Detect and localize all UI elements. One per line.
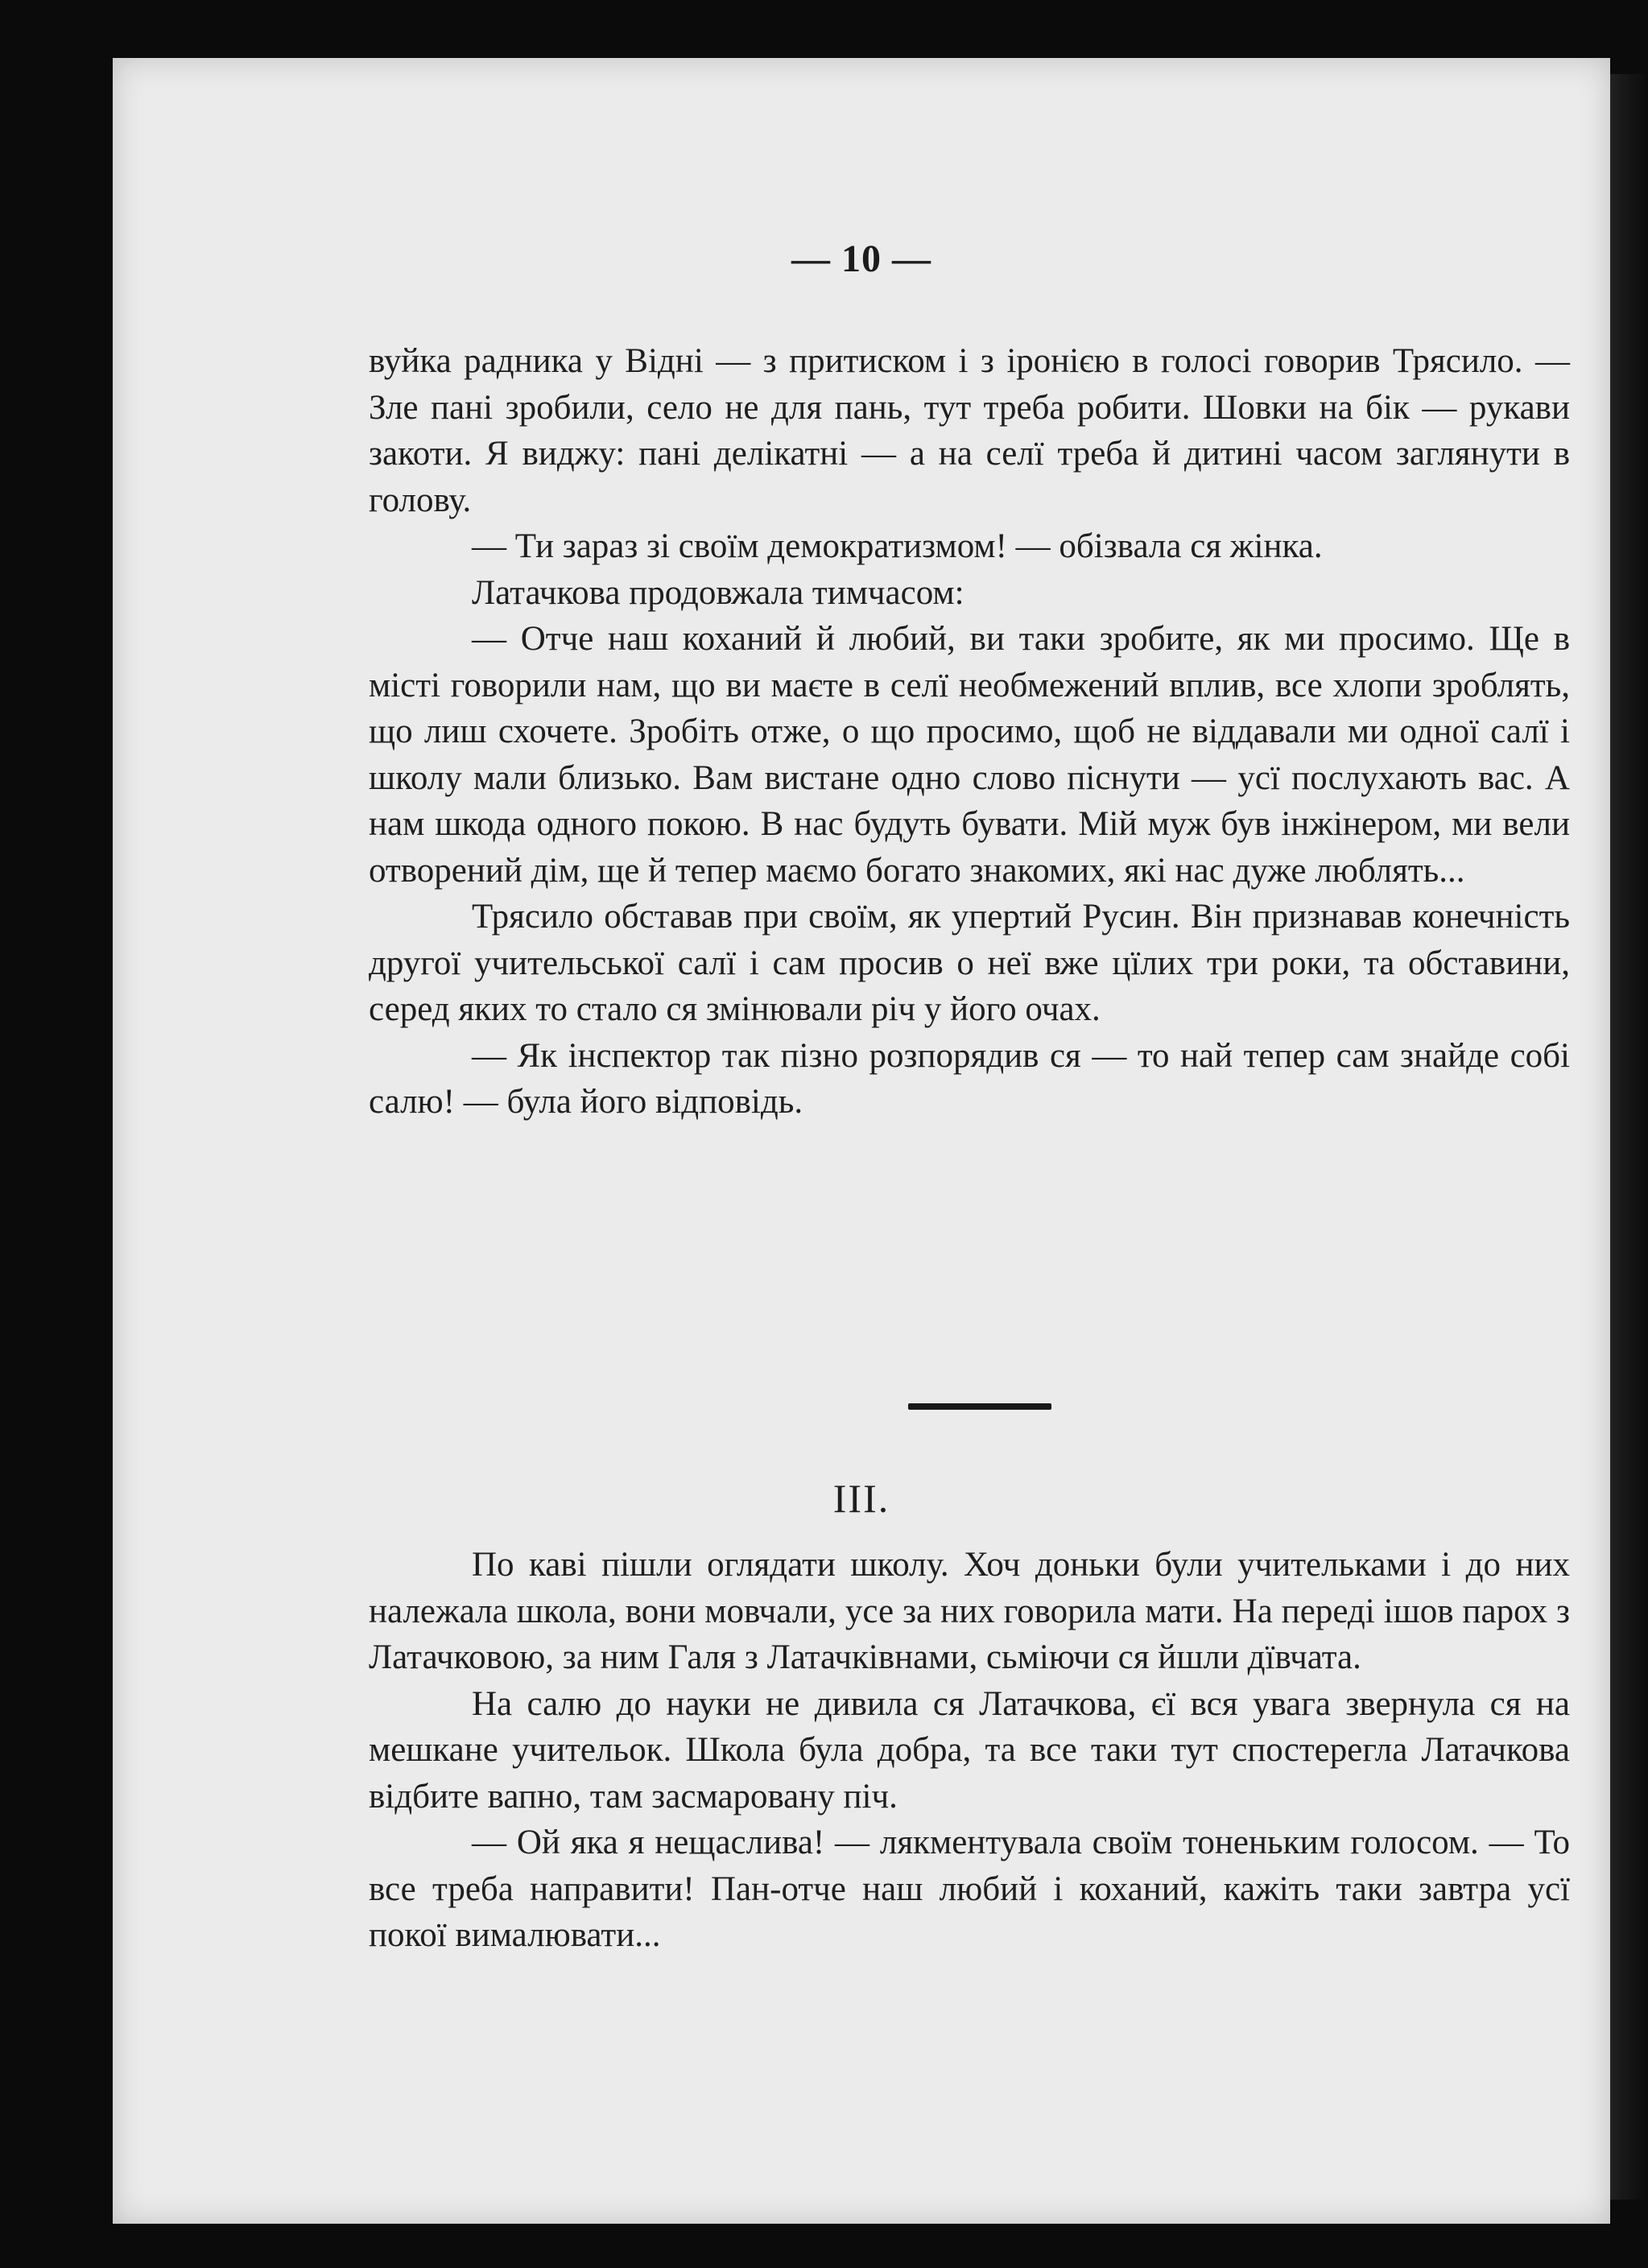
text-block-1: [369, 338, 1570, 1126]
paragraph: По каві пішли оглядати школу. Хоч доньки були учительками і до них належала школа, вони мовчали, усе за них говорила мати. На переді ішов парох з Латачковою, за ним Галя з Латачківнами, сьміючи ся йшли дївчата.: [369, 1546, 1570, 1676]
paragraph: Трясило обставав при своїм, як упертий Русин. Він признавав конечність другої учительської салї і сам просив о неї вже цїлих три роки, та обставини, серед яких то стало ся змінювали річ у його очах.: [369, 898, 1570, 1028]
paragraph: — Отче наш коханий й любий, ви таки зробите, як ми просимо. Ще в місті говорили нам, що ви маєте в селї необмежений вплив, все хлопи зроблять, що лиш схочете. Зробіть отже, о що просимо, щоб не віддавали ми одної салї і школу мали близько. Вам вистане одно слово піснути — усї послухають вас. А нам шкода одного покою. В нас будуть бувати. Мій муж був інжінером, ми вели отворений дім, ще й тепер маємо богато знакомих, які нас дуже люблять...: [369, 620, 1570, 890]
paragraph: На салю до науки не дивила ся Латачкова, єї вся увага звернула ся на мешкане учительок. Школа була добра, та все таки тут спостерегла Латачкова відбите вапно, там засмаровану піч.: [369, 1684, 1570, 1816]
book-page: [113, 58, 1610, 2224]
page-number: — 10 —: [791, 238, 931, 280]
paragraph: — Ой яка я нещаслива! — лякментувала своїм тоненьким голосом. — То все треба направити! Пан-отче наш любий і коханий, кажіть таки завтра усї покої вималювати...: [369, 1824, 1570, 1954]
paragraph: — Як інспектор так пізно розпорядив ся — то най тепер сам знайде собі салю! — була його відповідь.: [369, 1036, 1570, 1121]
section-heading: III.: [832, 1476, 890, 1521]
paragraph: Латачкова продовжала тимчасом:: [472, 573, 964, 612]
section-divider: [908, 1403, 1051, 1410]
text-block-2: [369, 1542, 1570, 1959]
paragraph: вуйка радника у Відні — з притиском і з іронією в голосі говорив Трясило. — Зле пані зробили, село не для пань, тут треба робити. Шовки на бік — рукави закоти. Я виджу: пані делікатні — а на селї треба й дитині часом заглянути в голову.: [369, 342, 1570, 519]
paragraph: — Ти зараз зі своїм демократизмом! — обізвала ся жінка.: [472, 527, 1323, 565]
